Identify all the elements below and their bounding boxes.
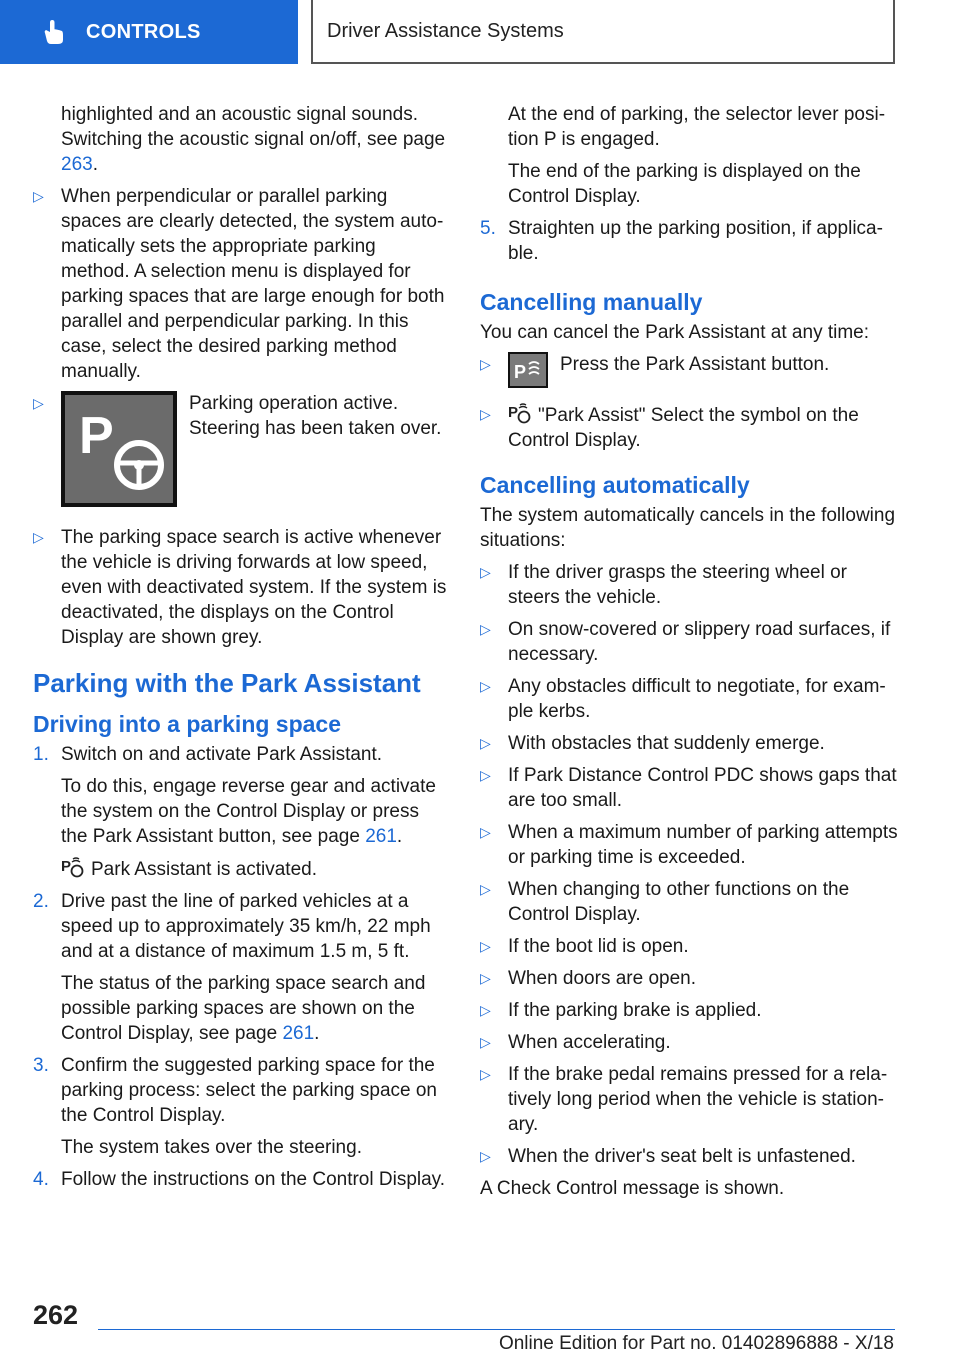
list-item: ▷ If the brake pedal remains pressed for a relatively long period when the vehicle is stationary. <box>480 1064 888 1135</box>
bullet-arrow-icon: ▷ <box>480 1002 491 1018</box>
page-link[interactable]: 263 <box>61 154 93 175</box>
bullet-arrow-icon: ▷ <box>33 395 44 411</box>
list-item: ▷ On snow-covered or slippery road surfaces, if necessary. <box>480 619 891 665</box>
bullet-arrow-icon: ▷ <box>33 188 44 204</box>
list-item: ▷ When doors are open. <box>480 968 697 989</box>
svg-text:P: P <box>61 858 72 875</box>
list-item: ▷ When perpendicular or parallel parking spaces are clearly detected, the system automatically sets the appropriate parking method. A selection menu is displayed for parking spaces that are large enough for both parallel and perpendicular parking. In this case, select the desired parking method manually. <box>33 186 445 382</box>
step-item: 2. Drive past the line of parked vehicles at a speed up to approximately 35 km/h, 22 mph and at a distance of maximum 1.5 m, 5 ft. <box>33 891 431 962</box>
page-number: 262 <box>33 1300 79 1330</box>
list-item: ▷ P Press the Park Assistant button. <box>480 352 900 388</box>
bullet-arrow-icon: ▷ <box>480 938 491 954</box>
bullet-arrow-icon: ▷ <box>480 356 491 372</box>
bullet-arrow-icon: ▷ <box>480 970 491 986</box>
auto-cancel-list <box>480 560 900 1169</box>
bullet-arrow-icon: ▷ <box>480 824 491 840</box>
subsection-heading: Cancelling manually <box>480 289 703 315</box>
list-item: ▷ The parking space search is active whenever the vehicle is driving forwards at low speed, even with deactivated system. If the system is deactivated, the displays on the Control Display are shown grey. <box>33 527 447 648</box>
svg-text:P: P <box>79 407 114 465</box>
list-item: ▷ If the boot lid is open. <box>480 936 689 957</box>
footer-edition: Online Edition for Part no. 01402896888 - X/18 <box>498 1333 894 1354</box>
chapter-label: CONTROLS <box>86 20 201 43</box>
step-item: 4. Follow the instructions on the Control Display. <box>33 1169 446 1190</box>
intro-paragraph: highlighted and an acoustic signal sounds. Switching the acoustic signal on/off, see page 263. <box>61 104 446 175</box>
park-assist-icon <box>61 856 85 878</box>
page-link[interactable]: 261 <box>282 1023 315 1044</box>
list-item: ▷ When changing to other functions on the Control Display. <box>480 879 850 925</box>
list-item: ▷ P Parking operation active. Steering has been taken over. <box>33 391 448 507</box>
list-item: ▷ If the driver grasps the steering wheel or steers the vehicle. <box>480 562 848 608</box>
list-item: ▷ Any obstacles difficult to negotiate, for example kerbs. <box>480 676 886 722</box>
list-item: ▷ When accelerating. <box>480 1032 671 1053</box>
bullet-arrow-icon: ▷ <box>480 621 491 637</box>
bullet-arrow-icon: ▷ <box>480 1034 491 1050</box>
section-title: Driver Assistance Systems <box>311 0 895 64</box>
list-item: ▷ If Park Distance Control PDC shows gaps that are too small. <box>480 765 897 811</box>
hand-pointer-icon <box>42 19 64 45</box>
bullet-arrow-icon: ▷ <box>480 678 491 694</box>
section-heading: Parking with the Park Assistant <box>33 668 421 698</box>
bullet-arrow-icon: ▷ <box>480 881 491 897</box>
page-link[interactable]: 261 <box>365 826 397 847</box>
bullet-arrow-icon: ▷ <box>480 735 491 751</box>
bullet-arrow-icon: ▷ <box>480 1066 491 1082</box>
footer-divider <box>98 1329 895 1330</box>
subsection-heading: Cancelling automatically <box>480 472 750 498</box>
bullet-arrow-icon: ▷ <box>480 406 491 422</box>
list-item: ▷ When the driver's seat belt is unfastened. <box>480 1146 856 1167</box>
svg-text:P: P <box>514 362 527 382</box>
chapter-tab[interactable] <box>0 0 298 64</box>
subsection-heading: Driving into a parking space <box>33 711 342 737</box>
park-assist-button-icon <box>508 352 548 388</box>
list-item: ▷ When a maximum number of parking attempts or parking time is exceeded. <box>480 822 898 868</box>
parking-active-display-icon <box>61 391 177 507</box>
step-item: 5. Straighten up the parking position, if applicable. <box>480 218 883 264</box>
right-column: At the end of parking, the selector lever position P is engaged. The end of the parking is displayed on the Control Display. 5. Straighten up the parking position, if applicable. Cancelling manually You can cancel the Park Assistant at any time: ▷ P Press the Park Assistant button. ▷ P "Park Assist" Select the symbol on the Control Display. Cancelling automatically The system automatically cancels in the following situations: ▷ If the driver grasps the steering wheel or steers the vehicle. ▷ On snow-covered or slippery road surfaces, if necessary. ▷ Any obstacles difficult to negotiate, for example kerbs. ▷ With obstacles that suddenly emerge. ▷ If Park Distance Control PDC shows gaps that are too small. ▷ When a maximum number of parking attempts or parking time is exceeded. ▷ When changing to other functions on the Control Display. ▷ If the boot lid is open. ▷ When doors are open. ▷ If the parking brake is applied. ▷ When accelerating. ▷ If the brake pedal remains pressed for a relatively long period when the vehicle is stationary. ▷ When the driver's seat belt is unfastened. A Check Control message is shown. <box>480 102 900 1208</box>
step-item: 1. Switch on and activate Park Assistant. <box>33 744 383 765</box>
bullet-arrow-icon: ▷ <box>480 564 491 580</box>
step-item: 3. Confirm the suggested parking space for the parking process: select the parking space on the Control Display. <box>33 1055 437 1126</box>
bullet-arrow-icon: ▷ <box>480 1148 491 1164</box>
list-item: ▷ If the parking brake is applied. <box>480 1000 762 1021</box>
svg-text:P: P <box>508 404 519 421</box>
bullet-arrow-icon: ▷ <box>33 529 44 545</box>
bullet-arrow-icon: ▷ <box>480 767 491 783</box>
list-item: ▷ With obstacles that suddenly emerge. <box>480 733 825 754</box>
list-item: ▷ P "Park Assist" Select the symbol on the Control Display. <box>480 404 859 451</box>
park-assist-icon <box>508 402 532 424</box>
left-column: highlighted and an acoustic signal sounds. Switching the acoustic signal on/off, see page 263. ▷ When perpendicular or parallel parking spaces are clearly detected, the system automatically sets the appropriate parking method. A selection menu is displayed for parking spaces that are large enough for both parallel and perpendicular parking. In this case, select the desired parking method manually. ▷ P Parking operation active. Steering has been taken over. ▷ The parking space search is active whenever the vehicle is driving forwards at low speed, even with deactivated system. If the system is deactivated, the displays on the Control Display are shown grey. Parking with the Park Assistant Driving into a parking space 1. Switch on and activate Park Assistant. To do this, engage reverse gear and activate the system on the Control Display or press the Park Assistant button, see page 261. P Park Assistant is activated. 2. Drive past the line of parked vehicles at a speed up to approximately 35 km/h, 22 mph and at a distance of maximum 1.5 m, 5 ft. The status of the parking space search and possible parking spaces are shown on the Control Display, see page 261. 3. Confirm the suggested parking space for the parking process: select the parking space on the Control Display. The system takes over the steering. 4. Follow the instructions on the Control Display. <box>33 104 447 1190</box>
